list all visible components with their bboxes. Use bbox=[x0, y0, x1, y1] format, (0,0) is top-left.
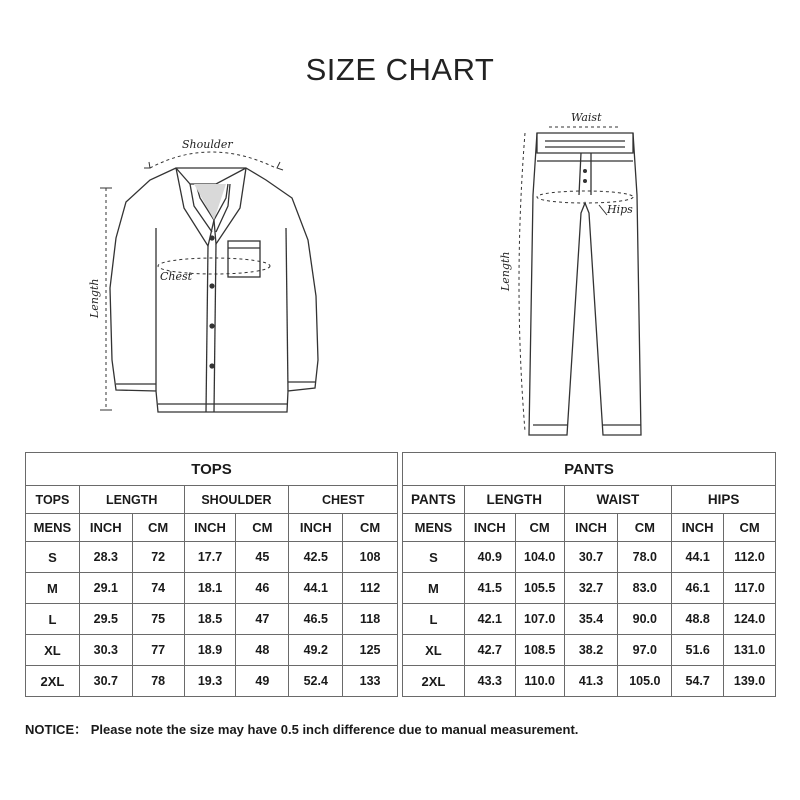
table-cell: 49 bbox=[236, 666, 289, 697]
table-cell: 17.7 bbox=[184, 542, 236, 573]
table-cell: 105.0 bbox=[618, 666, 672, 697]
table-cell: 18.5 bbox=[184, 604, 236, 635]
table-cell: 42.1 bbox=[464, 604, 515, 635]
pants-unit-header: MENS bbox=[403, 514, 465, 542]
table-cell: 104.0 bbox=[515, 542, 564, 573]
table-cell: 30.3 bbox=[79, 635, 132, 666]
table-cell: 41.5 bbox=[464, 573, 515, 604]
size-label: L bbox=[403, 604, 465, 635]
shoulder-label: Shoulder bbox=[182, 138, 233, 151]
tops-unit-header: INCH bbox=[289, 514, 343, 542]
waist-label: Waist bbox=[571, 111, 602, 124]
pajama-top-illustration bbox=[80, 128, 330, 418]
table-cell: 77 bbox=[132, 635, 184, 666]
tops-unit-header: CM bbox=[343, 514, 398, 542]
table-cell: 139.0 bbox=[724, 666, 776, 697]
pants-unit-header: INCH bbox=[464, 514, 515, 542]
page-title: SIZE CHART bbox=[305, 52, 495, 87]
table-row bbox=[26, 635, 398, 666]
pants-unit-header: CM bbox=[724, 514, 776, 542]
table-row bbox=[26, 542, 398, 573]
size-label: XL bbox=[26, 635, 80, 666]
table-cell: 49.2 bbox=[289, 635, 343, 666]
table-cell: 97.0 bbox=[618, 635, 672, 666]
table-cell: 35.4 bbox=[564, 604, 618, 635]
table-cell: 90.0 bbox=[618, 604, 672, 635]
table-cell: 29.1 bbox=[79, 573, 132, 604]
table-cell: 48 bbox=[236, 635, 289, 666]
table-cell: 118 bbox=[343, 604, 398, 635]
table-cell: 38.2 bbox=[564, 635, 618, 666]
table-cell: 46.5 bbox=[289, 604, 343, 635]
tops-unit-header: CM bbox=[132, 514, 184, 542]
pants-unit-header: INCH bbox=[672, 514, 724, 542]
pants-section-title: PANTS bbox=[403, 453, 776, 486]
table-cell: 54.7 bbox=[672, 666, 724, 697]
table-cell: 117.0 bbox=[724, 573, 776, 604]
table-cell: 30.7 bbox=[79, 666, 132, 697]
tops-group-header: TOPS bbox=[26, 486, 80, 514]
chest-label: Chest bbox=[160, 270, 193, 283]
notice-text: NOTICE： Please note the size may have 0.5 inch difference due to manual measurement. bbox=[25, 722, 579, 737]
size-label: 2XL bbox=[403, 666, 465, 697]
size-label: L bbox=[26, 604, 80, 635]
table-row bbox=[26, 604, 398, 635]
table-cell: 108.5 bbox=[515, 635, 564, 666]
table-cell: 18.9 bbox=[184, 635, 236, 666]
table-cell: 48.8 bbox=[672, 604, 724, 635]
pants-table bbox=[402, 452, 776, 697]
pants-length-label: Length bbox=[499, 251, 512, 291]
pajama-pants-illustration bbox=[495, 105, 665, 440]
table-cell: 105.5 bbox=[515, 573, 564, 604]
table-cell: 107.0 bbox=[515, 604, 564, 635]
table-cell: 42.5 bbox=[289, 542, 343, 573]
table-cell: 75 bbox=[132, 604, 184, 635]
table-cell: 46 bbox=[236, 573, 289, 604]
table-cell: 41.3 bbox=[564, 666, 618, 697]
table-cell: 124.0 bbox=[724, 604, 776, 635]
table-cell: 44.1 bbox=[672, 542, 724, 573]
hips-label: Hips bbox=[607, 203, 633, 216]
table-cell: 18.1 bbox=[184, 573, 236, 604]
table-cell: 125 bbox=[343, 635, 398, 666]
table-row bbox=[403, 666, 776, 697]
pants-group-header: PANTS bbox=[403, 486, 465, 514]
pants-group-header: WAIST bbox=[564, 486, 672, 514]
table-cell: 108 bbox=[343, 542, 398, 573]
table-row bbox=[26, 666, 398, 697]
table-cell: 47 bbox=[236, 604, 289, 635]
pants-unit-header: CM bbox=[515, 514, 564, 542]
top-length-label: Length bbox=[88, 278, 101, 318]
tops-section-title: TOPS bbox=[26, 453, 398, 486]
tops-unit-header: MENS bbox=[26, 514, 80, 542]
table-cell: 112.0 bbox=[724, 542, 776, 573]
table-row bbox=[403, 542, 776, 573]
table-cell: 43.3 bbox=[464, 666, 515, 697]
table-cell: 46.1 bbox=[672, 573, 724, 604]
size-label: M bbox=[403, 573, 465, 604]
table-cell: 78.0 bbox=[618, 542, 672, 573]
table-row bbox=[403, 604, 776, 635]
table-cell: 74 bbox=[132, 573, 184, 604]
table-cell: 112 bbox=[343, 573, 398, 604]
size-label: S bbox=[26, 542, 80, 573]
table-cell: 29.5 bbox=[79, 604, 132, 635]
table-cell: 44.1 bbox=[289, 573, 343, 604]
table-cell: 72 bbox=[132, 542, 184, 573]
table-cell: 42.7 bbox=[464, 635, 515, 666]
tops-table bbox=[25, 452, 398, 697]
table-cell: 110.0 bbox=[515, 666, 564, 697]
table-cell: 40.9 bbox=[464, 542, 515, 573]
tops-unit-header: INCH bbox=[79, 514, 132, 542]
table-cell: 19.3 bbox=[184, 666, 236, 697]
tops-unit-header: INCH bbox=[184, 514, 236, 542]
size-label: 2XL bbox=[26, 666, 80, 697]
table-cell: 45 bbox=[236, 542, 289, 573]
tops-group-header: LENGTH bbox=[79, 486, 184, 514]
table-cell: 28.3 bbox=[79, 542, 132, 573]
tops-group-header: SHOULDER bbox=[184, 486, 289, 514]
table-cell: 32.7 bbox=[564, 573, 618, 604]
table-cell: 83.0 bbox=[618, 573, 672, 604]
table-cell: 78 bbox=[132, 666, 184, 697]
table-cell: 51.6 bbox=[672, 635, 724, 666]
tops-unit-header: CM bbox=[236, 514, 289, 542]
table-cell: 131.0 bbox=[724, 635, 776, 666]
table-cell: 30.7 bbox=[564, 542, 618, 573]
pants-group-header: LENGTH bbox=[464, 486, 564, 514]
table-row bbox=[403, 573, 776, 604]
size-label: XL bbox=[403, 635, 465, 666]
table-cell: 52.4 bbox=[289, 666, 343, 697]
size-label: S bbox=[403, 542, 465, 573]
pants-unit-header: INCH bbox=[564, 514, 618, 542]
pants-unit-header: CM bbox=[618, 514, 672, 542]
table-row bbox=[26, 573, 398, 604]
table-row bbox=[403, 635, 776, 666]
tops-group-header: CHEST bbox=[289, 486, 398, 514]
size-label: M bbox=[26, 573, 80, 604]
pants-group-header: HIPS bbox=[672, 486, 776, 514]
table-cell: 133 bbox=[343, 666, 398, 697]
